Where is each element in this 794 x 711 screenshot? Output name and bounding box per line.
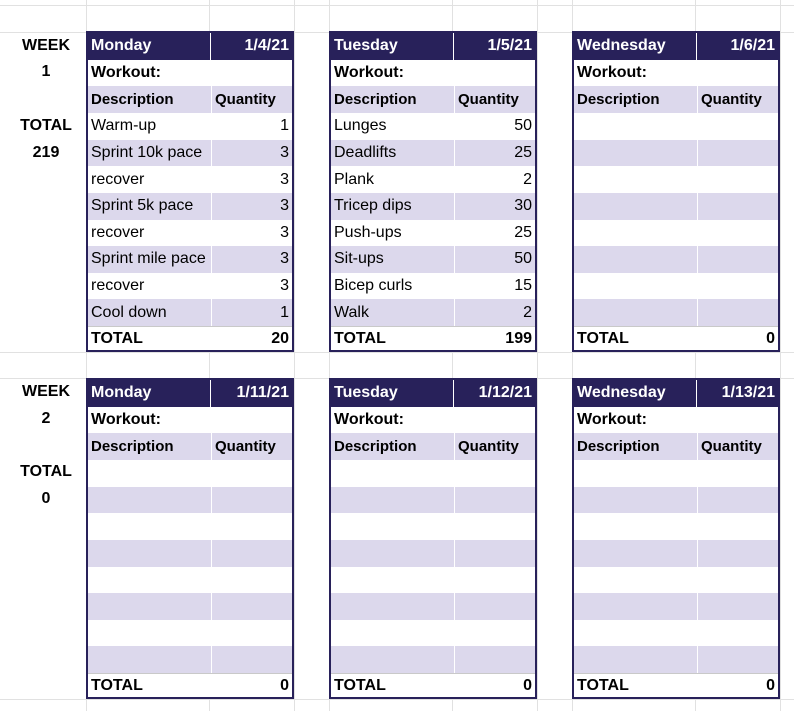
day-header-row xyxy=(331,380,535,407)
exercise-description[interactable]: Sit-ups xyxy=(334,250,384,268)
exercise-quantity[interactable] xyxy=(211,567,292,594)
day-total-value[interactable]: 0 xyxy=(280,676,289,694)
exercise-row xyxy=(331,299,535,326)
exercise-quantity[interactable] xyxy=(697,646,778,673)
exercise-description[interactable] xyxy=(88,460,211,487)
exercise-quantity[interactable]: 3 xyxy=(211,246,292,273)
day-header-row xyxy=(331,33,535,60)
workout-value-cell[interactable] xyxy=(454,407,535,434)
exercise-quantity[interactable] xyxy=(697,273,778,300)
day-name[interactable]: Wednesday xyxy=(574,33,697,60)
exercise-quantity[interactable] xyxy=(697,166,778,193)
exercise-row xyxy=(88,567,292,594)
exercise-row xyxy=(88,513,292,540)
description-header[interactable]: Description xyxy=(334,91,417,109)
day-total-label[interactable]: TOTAL xyxy=(91,329,143,347)
exercise-quantity[interactable] xyxy=(454,513,535,540)
day-total-row xyxy=(88,326,292,350)
exercise-description[interactable] xyxy=(88,646,211,673)
exercise-description[interactable] xyxy=(574,166,697,193)
exercise-description[interactable] xyxy=(88,620,211,647)
day-header-row xyxy=(88,380,292,407)
day-total-label[interactable]: TOTAL xyxy=(334,676,386,694)
exercise-quantity[interactable]: 1 xyxy=(211,299,292,326)
week-number: 1 xyxy=(41,63,51,80)
exercise-description[interactable] xyxy=(331,620,454,647)
day-date[interactable]: 1/13/21 xyxy=(721,384,775,402)
workout-label[interactable]: Workout: xyxy=(334,64,404,82)
column-header-row xyxy=(88,86,292,113)
exercise-description[interactable] xyxy=(88,567,211,594)
exercise-quantity[interactable] xyxy=(211,646,292,673)
workout-label[interactable]: Workout: xyxy=(91,411,161,429)
exercise-row xyxy=(88,246,292,273)
exercise-row xyxy=(574,567,778,594)
day-name[interactable]: Tuesday xyxy=(331,380,454,407)
quantity-header[interactable]: Quantity xyxy=(697,433,778,460)
exercise-quantity[interactable] xyxy=(454,593,535,620)
exercise-description[interactable] xyxy=(574,299,697,326)
exercise-quantity[interactable]: 1 xyxy=(211,113,292,140)
exercise-description[interactable] xyxy=(331,593,454,620)
exercise-quantity[interactable]: 3 xyxy=(211,193,292,220)
exercise-description[interactable]: Warm-up xyxy=(91,117,157,135)
exercise-row xyxy=(88,460,292,487)
exercise-description[interactable]: Sprint 10k pace xyxy=(91,144,203,162)
day-total-row xyxy=(331,326,535,350)
exercise-row xyxy=(88,273,292,300)
exercise-quantity[interactable] xyxy=(211,593,292,620)
day-total-label[interactable]: TOTAL xyxy=(91,676,143,694)
exercise-row xyxy=(331,460,535,487)
exercise-quantity[interactable] xyxy=(697,567,778,594)
exercise-quantity[interactable]: 30 xyxy=(454,193,535,220)
exercise-row xyxy=(574,273,778,300)
exercise-quantity[interactable] xyxy=(697,513,778,540)
exercise-description[interactable]: Tricep dips xyxy=(334,197,412,215)
day-date[interactable]: 1/5/21 xyxy=(487,37,532,55)
exercise-quantity[interactable] xyxy=(211,487,292,514)
workout-value-cell[interactable] xyxy=(697,60,778,87)
workout-row xyxy=(574,60,778,87)
exercise-row xyxy=(88,220,292,247)
day-total-value[interactable]: 20 xyxy=(271,329,289,347)
exercise-description[interactable] xyxy=(574,567,697,594)
exercise-description[interactable] xyxy=(574,593,697,620)
exercise-quantity[interactable] xyxy=(697,140,778,167)
exercise-description[interactable] xyxy=(331,460,454,487)
exercise-description[interactable]: Lunges xyxy=(334,117,387,135)
exercise-quantity[interactable] xyxy=(697,540,778,567)
workout-label[interactable]: Workout: xyxy=(577,64,647,82)
exercise-description[interactable]: Plank xyxy=(334,170,375,188)
exercise-quantity[interactable] xyxy=(697,460,778,487)
exercise-quantity[interactable] xyxy=(211,513,292,540)
exercise-description[interactable] xyxy=(574,140,697,167)
exercise-description[interactable]: Bicep curls xyxy=(334,277,413,295)
day-card xyxy=(572,378,780,699)
day-name[interactable]: Monday xyxy=(88,33,211,60)
exercise-description[interactable] xyxy=(574,540,697,567)
day-total-row xyxy=(574,673,778,697)
day-card xyxy=(329,378,537,699)
week-label: WEEK xyxy=(22,383,70,400)
exercise-description[interactable] xyxy=(574,620,697,647)
day-total-value[interactable]: 0 xyxy=(766,329,775,347)
exercise-row xyxy=(88,193,292,220)
workout-row xyxy=(88,407,292,434)
workout-label[interactable]: Workout: xyxy=(91,64,161,82)
exercise-row xyxy=(331,620,535,647)
quantity-header[interactable]: Quantity xyxy=(697,86,778,113)
day-card xyxy=(572,31,780,352)
day-date[interactable]: 1/12/21 xyxy=(478,384,532,402)
grid-row-line xyxy=(0,699,794,700)
workout-label[interactable]: Workout: xyxy=(334,411,404,429)
column-header-row xyxy=(88,433,292,460)
exercise-row xyxy=(331,273,535,300)
exercise-quantity[interactable] xyxy=(454,567,535,594)
exercise-row xyxy=(88,620,292,647)
day-date[interactable]: 1/11/21 xyxy=(236,384,289,402)
day-total-label[interactable]: TOTAL xyxy=(577,329,629,347)
day-card xyxy=(329,31,537,352)
column-header-row xyxy=(574,86,778,113)
grid-row-line xyxy=(0,5,794,6)
day-card xyxy=(86,31,294,352)
description-header[interactable]: Description xyxy=(91,91,174,109)
exercise-quantity[interactable]: 2 xyxy=(454,166,535,193)
exercise-quantity[interactable] xyxy=(211,460,292,487)
exercise-quantity[interactable] xyxy=(454,540,535,567)
exercise-row xyxy=(88,646,292,673)
exercise-description[interactable] xyxy=(331,540,454,567)
exercise-description[interactable] xyxy=(574,513,697,540)
exercise-quantity[interactable]: 3 xyxy=(211,220,292,247)
description-header[interactable]: Description xyxy=(577,438,660,456)
exercise-description[interactable] xyxy=(574,273,697,300)
exercise-row xyxy=(574,620,778,647)
exercise-row xyxy=(331,113,535,140)
exercise-quantity[interactable]: 25 xyxy=(454,220,535,247)
day-date[interactable]: 1/4/21 xyxy=(244,37,289,55)
exercise-quantity[interactable] xyxy=(454,646,535,673)
exercise-row xyxy=(574,646,778,673)
exercise-row xyxy=(574,299,778,326)
workout-row xyxy=(88,60,292,87)
exercise-row xyxy=(574,113,778,140)
exercise-quantity[interactable]: 15 xyxy=(454,273,535,300)
column-header-row xyxy=(574,433,778,460)
exercise-row xyxy=(331,540,535,567)
exercise-row xyxy=(574,220,778,247)
exercise-description[interactable]: Sprint 5k pace xyxy=(91,197,194,215)
exercise-quantity[interactable]: 3 xyxy=(211,166,292,193)
day-total-label[interactable]: TOTAL xyxy=(334,329,386,347)
exercise-description[interactable] xyxy=(88,593,211,620)
grid-row-line xyxy=(0,352,794,353)
quantity-header[interactable]: Quantity xyxy=(211,433,292,460)
description-header[interactable]: Description xyxy=(334,438,417,456)
exercise-description[interactable]: Deadlifts xyxy=(334,144,397,162)
exercise-row xyxy=(331,487,535,514)
exercise-quantity[interactable] xyxy=(697,193,778,220)
exercise-row xyxy=(88,540,292,567)
exercise-description[interactable] xyxy=(574,487,697,514)
day-total-row xyxy=(331,673,535,697)
exercise-row xyxy=(331,646,535,673)
week-label: WEEK xyxy=(22,37,70,54)
exercise-quantity[interactable]: 50 xyxy=(454,246,535,273)
grid-col-line xyxy=(780,0,781,711)
week-total-label: TOTAL xyxy=(20,117,72,134)
exercise-quantity[interactable] xyxy=(697,220,778,247)
exercise-row xyxy=(574,513,778,540)
exercise-row xyxy=(331,513,535,540)
workout-label[interactable]: Workout: xyxy=(577,411,647,429)
exercise-description[interactable]: Sprint mile pace xyxy=(91,250,206,268)
quantity-header[interactable]: Quantity xyxy=(211,86,292,113)
exercise-description[interactable] xyxy=(331,646,454,673)
day-total-row xyxy=(88,673,292,697)
exercise-description[interactable]: Cool down xyxy=(91,303,167,321)
day-total-row xyxy=(574,326,778,350)
exercise-row xyxy=(574,140,778,167)
exercise-quantity[interactable]: 3 xyxy=(211,273,292,300)
exercise-row xyxy=(574,593,778,620)
exercise-description[interactable] xyxy=(331,513,454,540)
day-name[interactable]: Monday xyxy=(88,380,211,407)
day-card xyxy=(86,378,294,699)
exercise-description[interactable]: recover xyxy=(91,223,145,241)
quantity-header[interactable]: Quantity xyxy=(454,433,535,460)
day-header-row xyxy=(574,380,778,407)
column-header-row xyxy=(331,433,535,460)
exercise-description[interactable] xyxy=(574,220,697,247)
workout-value-cell[interactable] xyxy=(697,407,778,434)
exercise-quantity[interactable] xyxy=(454,460,535,487)
day-name[interactable]: Wednesday xyxy=(574,380,697,407)
exercise-row xyxy=(574,540,778,567)
workout-row xyxy=(331,60,535,87)
exercise-row xyxy=(88,299,292,326)
exercise-quantity[interactable] xyxy=(697,246,778,273)
exercise-quantity[interactable] xyxy=(697,593,778,620)
day-name[interactable]: Tuesday xyxy=(331,33,454,60)
exercise-row xyxy=(88,593,292,620)
exercise-row xyxy=(574,246,778,273)
exercise-description[interactable] xyxy=(574,193,697,220)
day-date[interactable]: 1/6/21 xyxy=(730,37,775,55)
exercise-quantity[interactable]: 3 xyxy=(211,140,292,167)
exercise-description[interactable]: Push-ups xyxy=(334,223,402,241)
day-total-value[interactable]: 0 xyxy=(766,676,775,694)
exercise-row xyxy=(331,567,535,594)
description-header[interactable]: Description xyxy=(577,91,660,109)
exercise-quantity[interactable] xyxy=(697,487,778,514)
exercise-description[interactable] xyxy=(331,567,454,594)
exercise-description[interactable] xyxy=(574,646,697,673)
week-total-value: 219 xyxy=(32,144,60,161)
workout-value-cell[interactable] xyxy=(211,60,292,87)
day-total-label[interactable]: TOTAL xyxy=(577,676,629,694)
exercise-row xyxy=(331,220,535,247)
day-header-row xyxy=(574,33,778,60)
exercise-description[interactable] xyxy=(574,113,697,140)
exercise-quantity[interactable] xyxy=(454,620,535,647)
exercise-quantity[interactable] xyxy=(697,113,778,140)
week-number: 2 xyxy=(41,410,51,427)
exercise-quantity[interactable] xyxy=(697,299,778,326)
exercise-row xyxy=(88,166,292,193)
workout-value-cell[interactable] xyxy=(211,407,292,434)
exercise-row xyxy=(331,140,535,167)
exercise-description[interactable] xyxy=(574,460,697,487)
day-total-value[interactable]: 0 xyxy=(523,676,532,694)
exercise-quantity[interactable]: 2 xyxy=(454,299,535,326)
exercise-quantity[interactable] xyxy=(211,620,292,647)
quantity-header[interactable]: Quantity xyxy=(454,86,535,113)
exercise-quantity[interactable] xyxy=(697,620,778,647)
exercise-row xyxy=(331,246,535,273)
exercise-row xyxy=(331,166,535,193)
exercise-row xyxy=(88,487,292,514)
day-total-value[interactable]: 199 xyxy=(505,329,532,347)
grid-col-line xyxy=(537,0,538,711)
exercise-row xyxy=(88,140,292,167)
exercise-row xyxy=(88,113,292,140)
column-header-row xyxy=(331,86,535,113)
exercise-description[interactable] xyxy=(574,246,697,273)
exercise-description[interactable] xyxy=(88,513,211,540)
week-total-value: 0 xyxy=(41,490,51,507)
exercise-description[interactable]: recover xyxy=(91,277,145,295)
workout-row xyxy=(574,407,778,434)
exercise-quantity[interactable] xyxy=(454,487,535,514)
exercise-quantity[interactable]: 50 xyxy=(454,113,535,140)
exercise-row xyxy=(574,487,778,514)
exercise-row xyxy=(574,166,778,193)
exercise-description[interactable] xyxy=(88,540,211,567)
exercise-row xyxy=(574,193,778,220)
workout-value-cell[interactable] xyxy=(454,60,535,87)
exercise-row xyxy=(574,460,778,487)
grid-col-line xyxy=(294,0,295,711)
exercise-description[interactable]: recover xyxy=(91,170,145,188)
exercise-description[interactable] xyxy=(331,487,454,514)
exercise-description[interactable] xyxy=(88,487,211,514)
workout-row xyxy=(331,407,535,434)
exercise-quantity[interactable] xyxy=(211,540,292,567)
day-header-row xyxy=(88,33,292,60)
description-header[interactable]: Description xyxy=(91,438,174,456)
exercise-quantity[interactable]: 25 xyxy=(454,140,535,167)
exercise-row xyxy=(331,193,535,220)
week-total-label: TOTAL xyxy=(20,463,72,480)
exercise-description[interactable]: Walk xyxy=(334,303,369,321)
exercise-row xyxy=(331,593,535,620)
